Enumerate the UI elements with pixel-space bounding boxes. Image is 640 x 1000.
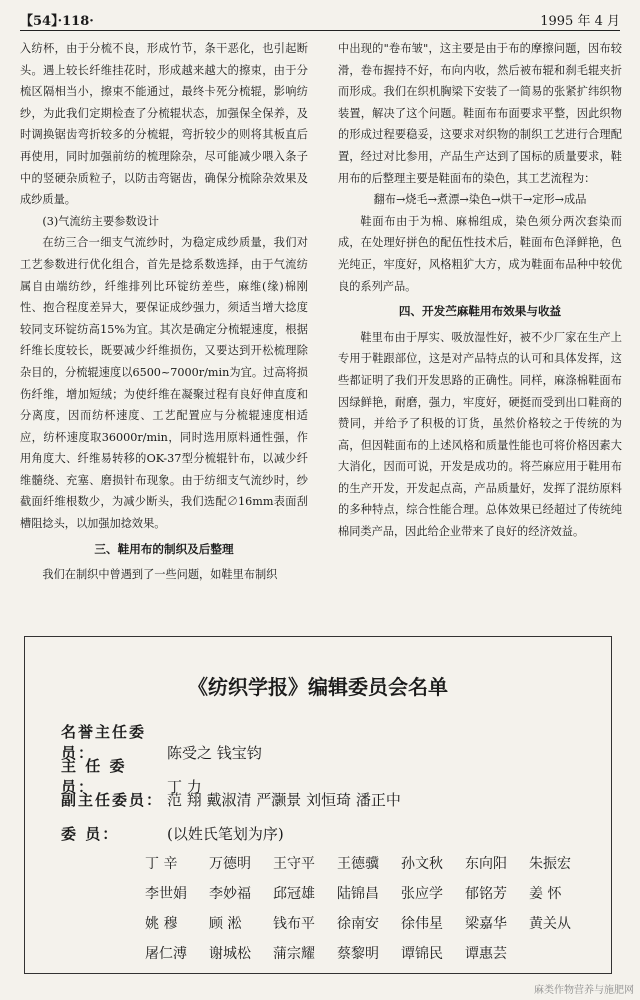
member-name: 谢城松 <box>209 946 251 962</box>
member-name: 姚 穆 <box>145 916 178 932</box>
member-name: 邱冠雄 <box>273 886 315 902</box>
subsection-heading: (3)气流纺主要参数设计 <box>42 214 159 228</box>
vice-chair-label: 副主任委员： <box>61 791 164 809</box>
member-name: 孙文秋 <box>401 856 443 872</box>
member-name: 郁铭芳 <box>465 886 507 902</box>
member-name: 丁 辛 <box>145 856 178 872</box>
members-line-4 <box>145 943 529 963</box>
member-name: 王德骥 <box>337 856 379 872</box>
members-line-1 <box>145 853 593 873</box>
section-heading: 四、开发苎麻鞋用布效果与收益 <box>398 304 562 319</box>
paragraph: 鞋面布由于为棉、麻棉组成，染色须分两次套染而成，在处理好拼色的配伍性技术后，鞋面布色泽鲜艳，色光纯正，牢度好，风格粗犷大方，成为鞋面布品种中较优良的系列产品。 <box>338 214 622 293</box>
member-name: 张应学 <box>401 886 443 902</box>
member-name: 李世娟 <box>145 886 187 902</box>
left-column <box>20 38 308 586</box>
process-flow: 翻布→烧毛→煮漂→染色→烘干→定形→成品 <box>373 193 587 207</box>
chair-members: 丁 力 <box>167 778 202 796</box>
member-name: 王守平 <box>273 856 315 872</box>
honorary-members: 陈受之 钱宝钧 <box>167 744 262 762</box>
section-heading: 三、鞋用布的制织及后整理 <box>94 541 234 556</box>
paragraph: 鞋里布由于厚实、吸放湿性好，被不少厂家在生产上专用于鞋跟部位，这是对产品特点的认可和具体发挥，这些都证明了我们开发思路的正确性。同样，麻涤棉鞋面布因绿鲜艳，耐磨，强力，牢度好，硬挺而受到出口鞋商的赞同，并给予了积极的订货，虽然价格较之于传统的为高，但因鞋面布的上述风格和质量性能也可将价格因素大大消化，因而可说，开发是成功的。将苎麻应用于鞋用布的生产开发，开发起点高，产品质量好，发挥了混纺原料的多种特点，综合性能合理。总体效果已经超过了传统纯棉同类产品，因此给企业带来了良好的经济效益。 <box>338 330 622 539</box>
member-name: 谭惠芸 <box>465 946 507 962</box>
members-line-2 <box>145 883 593 903</box>
members-note: (以姓氏笔划为序) <box>167 825 284 843</box>
member-name: 黄关从 <box>529 916 571 932</box>
editorial-board-box <box>24 636 612 974</box>
issue-date: 1995 年 4 月 <box>540 14 620 29</box>
member-name: 蒲宗耀 <box>273 946 315 962</box>
members-row <box>61 823 284 844</box>
member-name: 钱布平 <box>273 916 315 932</box>
right-column <box>338 38 622 543</box>
members-line-3 <box>145 913 593 933</box>
vice-chair-row <box>61 789 401 810</box>
member-name: 顾 淞 <box>209 916 242 932</box>
paragraph: 在纺三合一细支气流纱时，为稳定成纱质量，我们对工艺参数进行优化组合，首先是捻系数选择，由于气流纺属自由端纺纱，纤维排列比环锭纺差些，麻维(缘)棉刚性、抱合程度差异大，要保证成纱强力，须适当增大捻度较同支环锭纺高15%为宜。其次是确定分梳辊速度，根据纤维长度较长，既要减少纤维损伤，又要达到开松梳理除杂目的，分梳辊速度以6500~7000r/min为宜。过高将损伤纤维，增加短绒；为使纤维在凝聚过程有良好伸直度和分离度，因而纺杯速度、工艺配置应与分梳辊速度相适应，纺杯速度取36000r/min，同时选用原料通性强，作用角度大、纤维易转移的OK-37型分梳辊针布，以减少纤维髓绕、充塞、磨损针布现象。由于纺细支气流纱时，纱截面纤维根数少，为减少断头，我们选配∅16mm表面刮槽阻捻头，以加强加捻效果。 <box>20 236 308 531</box>
member-name: 徐伟星 <box>401 916 443 932</box>
honorary-label: 名誉主任委员： <box>61 723 147 762</box>
member-name: 屠仁溥 <box>145 946 187 962</box>
member-name: 万德明 <box>209 856 251 872</box>
paragraph: 我们在制织中曾遇到了一些问题，如鞋里布制织 <box>42 568 278 582</box>
member-name: 朱振宏 <box>529 856 571 872</box>
member-name: 梁嘉华 <box>465 916 507 932</box>
paragraph: 中出现的"卷布皱"，这主要是由于布的摩擦问题，因布较滑，卷布握持不好，布向内收，然后被布辊和刹毛辊夹折而形成。我们在织机胸梁下安装了一简易的张紧扩纬织物装置，解决了这个问题。鞋面布布面要求平整，因此织物的形成过程要稳妥，这要求对织物的制织工艺进行合理配置，经过对比参用，产品生产达到了国标的质量要求，鞋用布的后整理主要是鞋面布的染色，其工艺流程为： <box>338 42 622 185</box>
editorial-board-title: 《纺织学报》编辑委员会名单 <box>188 675 448 699</box>
member-name: 蔡黎明 <box>337 946 379 962</box>
vice-chair-members: 范 翔 戴淑清 严灏景 刘恒琦 潘正中 <box>167 791 401 809</box>
member-name: 徐南安 <box>337 916 379 932</box>
chair-label: 主 任 委 员： <box>61 757 127 796</box>
page-number: 【54】·118· <box>20 14 94 29</box>
page-header <box>20 8 620 31</box>
member-name: 姜 怀 <box>529 886 562 902</box>
members-label: 委 员： <box>61 825 120 843</box>
watermark: 麻类作物营养与施肥网 <box>534 985 634 996</box>
member-name: 李妙福 <box>209 886 251 902</box>
paragraph: 入纺杯，由于分梳不良，形成竹节，条干恶化，也引起断头。遇上较长纤维挂花时，形成越来越大的擦束，由于分梳区隔相当小，擦束不能通过，最终卡死分梳辊，影响纺纱，为此我们定期检查了分梳辊状态，加强保全保养，及时调换锯齿弯折较多的分梳辊，弯折较少的则将其板直后再使用，同时加强前纺的梳理除杂，尽可能减少喂入条子中的竖硬杂质粒子，以防击弯锯齿，确保分梳除杂效果及成纱质量。 <box>20 42 308 207</box>
member-name: 东向阳 <box>465 856 507 872</box>
member-name: 陆锦昌 <box>337 886 379 902</box>
member-name: 谭锦民 <box>401 946 443 962</box>
